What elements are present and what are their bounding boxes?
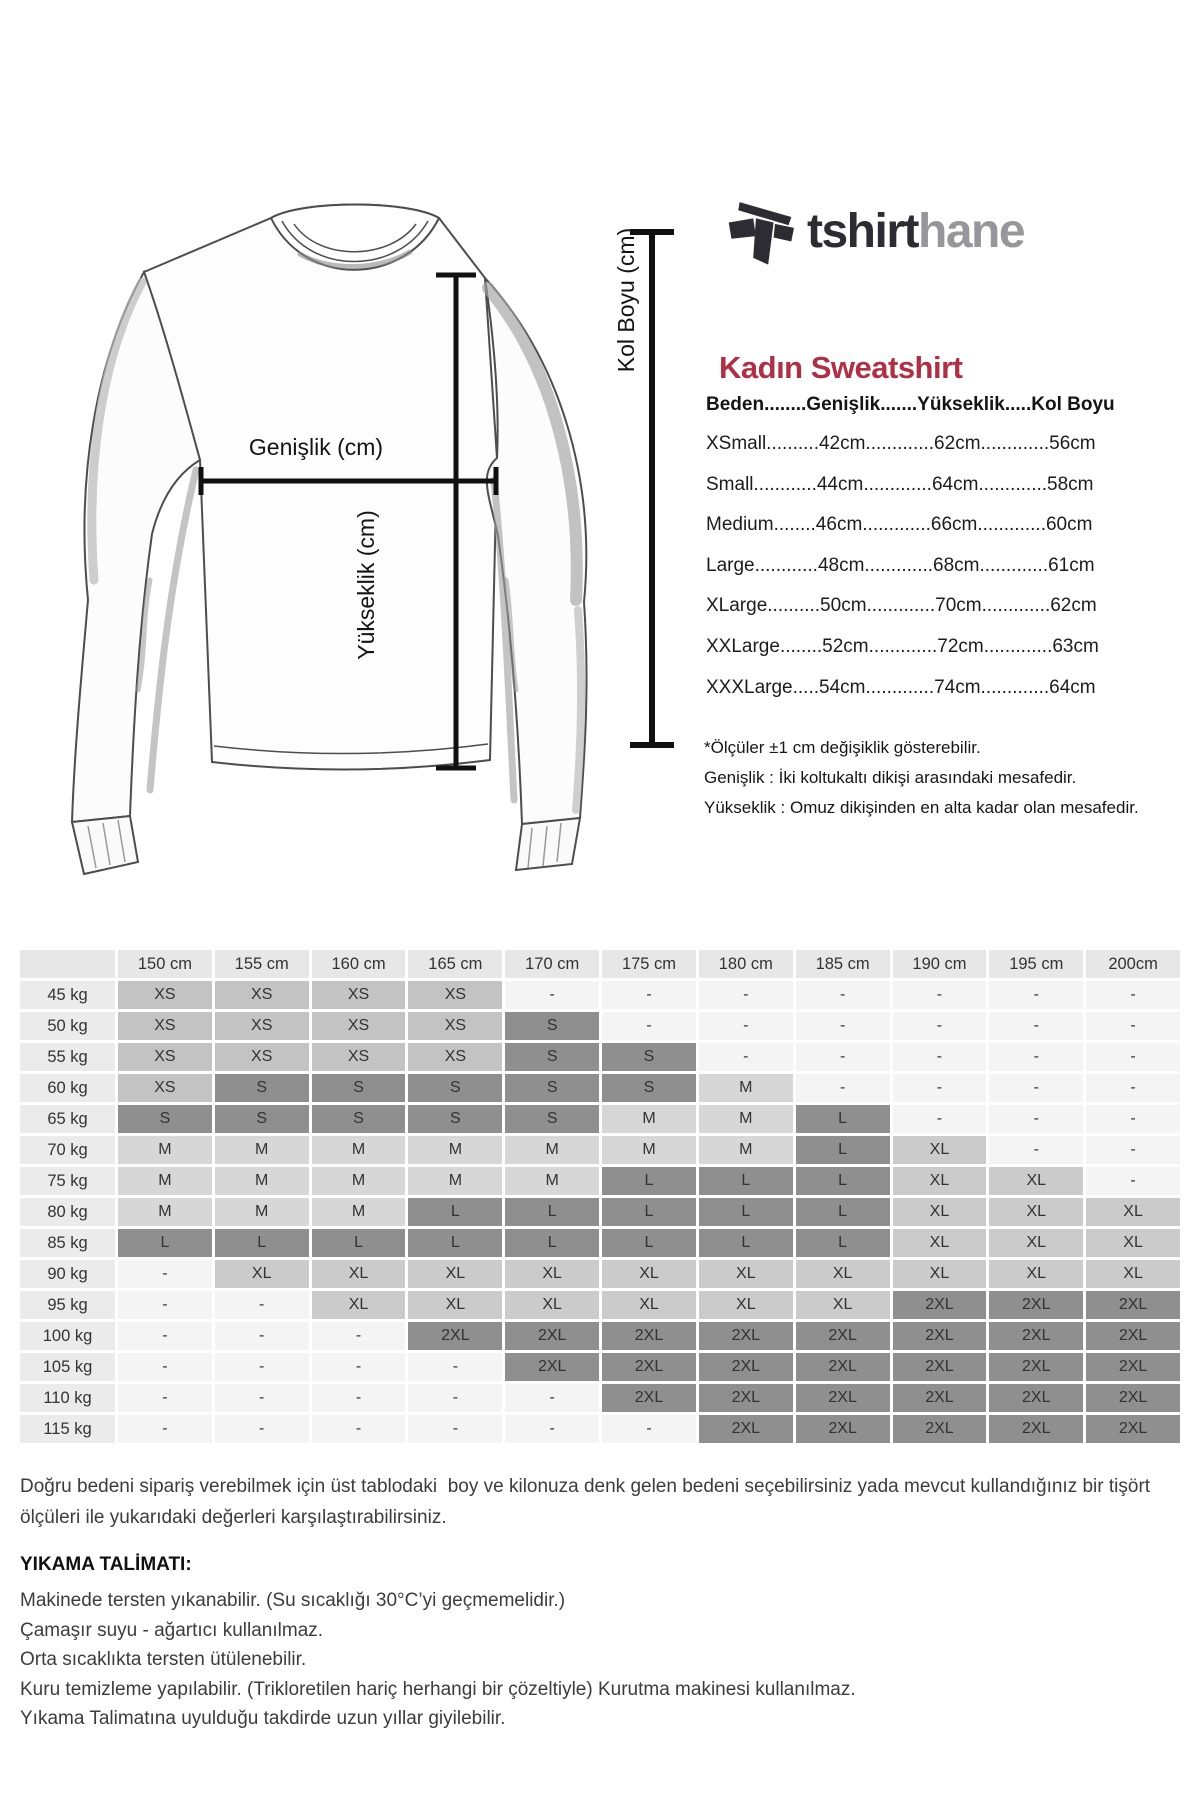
matrix-size-cell: M — [699, 1074, 793, 1102]
matrix-size-cell: - — [989, 1074, 1083, 1102]
matrix-size-cell: - — [602, 981, 696, 1009]
matrix-size-cell: - — [989, 1136, 1083, 1164]
matrix-size-cell: L — [215, 1229, 309, 1257]
width-measure-label: Genişlik (cm) — [248, 434, 384, 460]
matrix-size-cell: 2XL — [893, 1322, 987, 1350]
size-note: *Ölçüler ±1 cm değişiklik gösterebilir. — [704, 738, 981, 757]
matrix-size-cell: M — [505, 1136, 599, 1164]
matrix-size-cell: XL — [1086, 1260, 1180, 1288]
matrix-size-cell: - — [796, 1043, 890, 1071]
size-note: Yükseklik : Omuz dikişinden en alta kadar olan mesafedir. — [704, 798, 1139, 817]
matrix-size-cell: - — [893, 1043, 987, 1071]
matrix-size-cell: - — [1086, 1167, 1180, 1195]
matrix-size-cell: XL — [602, 1291, 696, 1319]
matrix-size-cell: - — [118, 1260, 212, 1288]
matrix-size-cell: M — [118, 1198, 212, 1226]
size-note: Genişlik : İki koltukaltı dikişi arasındaki mesafedir. — [704, 768, 1077, 787]
matrix-size-cell: - — [1086, 981, 1180, 1009]
matrix-size-cell: L — [796, 1198, 890, 1226]
matrix-size-cell: XL — [505, 1260, 599, 1288]
matrix-size-cell: XL — [699, 1291, 793, 1319]
matrix-size-cell: L — [796, 1167, 890, 1195]
matrix-size-cell: - — [602, 1012, 696, 1040]
matrix-weight-label: 90 kg — [20, 1260, 115, 1288]
brand-logo — [726, 188, 1024, 276]
matrix-weight-label: 85 kg — [20, 1229, 115, 1257]
matrix-size-cell: 2XL — [893, 1415, 987, 1443]
matrix-size-cell: S — [505, 1043, 599, 1071]
matrix-size-cell: - — [505, 981, 599, 1009]
matrix-size-cell: XL — [989, 1260, 1083, 1288]
matrix-size-cell: - — [118, 1291, 212, 1319]
matrix-size-cell: 2XL — [796, 1353, 890, 1381]
matrix-size-cell: L — [408, 1198, 502, 1226]
care-instruction: Yıkama Talimatına uyulduğu takdirde uzun yıllar giyilebilir. — [20, 1708, 506, 1730]
matrix-size-cell: - — [699, 981, 793, 1009]
size-list-row: Large............48cm.............68cm.............61cm — [706, 554, 1095, 576]
matrix-size-cell: 2XL — [1086, 1322, 1180, 1350]
matrix-size-cell: L — [408, 1229, 502, 1257]
matrix-size-cell: XL — [602, 1260, 696, 1288]
matrix-size-cell: 2XL — [1086, 1384, 1180, 1412]
matrix-size-cell: XL — [989, 1167, 1083, 1195]
size-list-row: XLarge..........50cm.............70cm.............62cm — [706, 595, 1097, 617]
cuff-rib-lines — [88, 820, 561, 868]
size-list-row: XXXLarge.....54cm.............74cm.............64cm — [706, 676, 1096, 698]
matrix-weight-label: 50 kg — [20, 1012, 115, 1040]
right-cuff — [516, 818, 580, 870]
size-list-row: Small............44cm.............64cm.............58cm — [706, 473, 1094, 495]
matrix-size-cell: - — [118, 1322, 212, 1350]
matrix-size-cell: M — [602, 1105, 696, 1133]
matrix-size-cell: XS — [118, 1043, 212, 1071]
matrix-size-cell: 2XL — [602, 1353, 696, 1381]
matrix-weight-label: 100 kg — [20, 1322, 115, 1350]
matrix-size-cell: XL — [408, 1291, 502, 1319]
brand-name — [807, 205, 1025, 258]
size-list-header: Beden........Genişlik.......Yükseklik.....Kol Boyu — [706, 394, 1115, 415]
matrix-size-cell: XL — [893, 1198, 987, 1226]
matrix-size-cell: L — [602, 1167, 696, 1195]
matrix-size-cell: XL — [408, 1260, 502, 1288]
matrix-height-header: 190 cm — [893, 950, 987, 978]
matrix-size-cell: XL — [989, 1198, 1083, 1226]
matrix-size-cell: XS — [312, 1012, 406, 1040]
matrix-size-cell: - — [215, 1291, 309, 1319]
size-list-row: Medium........46cm.............66cm.............60cm — [706, 514, 1093, 536]
matrix-size-cell: - — [796, 981, 890, 1009]
matrix-size-cell: XL — [989, 1229, 1083, 1257]
matrix-size-cell: 2XL — [989, 1384, 1083, 1412]
matrix-size-cell: S — [408, 1074, 502, 1102]
matrix-size-cell: - — [118, 1384, 212, 1412]
matrix-height-header: 150 cm — [118, 950, 212, 978]
matrix-weight-label: 45 kg — [20, 981, 115, 1009]
matrix-size-cell: - — [118, 1415, 212, 1443]
matrix-size-cell: 2XL — [989, 1353, 1083, 1381]
matrix-size-cell: - — [602, 1415, 696, 1443]
matrix-size-cell: - — [312, 1384, 406, 1412]
matrix-size-cell: 2XL — [893, 1291, 987, 1319]
matrix-size-cell: - — [312, 1415, 406, 1443]
matrix-size-cell: XS — [118, 1012, 212, 1040]
matrix-size-cell: 2XL — [1086, 1415, 1180, 1443]
matrix-size-cell: - — [215, 1415, 309, 1443]
matrix-size-cell: XS — [408, 981, 502, 1009]
matrix-size-cell: - — [505, 1415, 599, 1443]
matrix-size-cell: 2XL — [796, 1322, 890, 1350]
matrix-height-header: 170 cm — [505, 950, 599, 978]
matrix-size-cell: M — [215, 1136, 309, 1164]
matrix-size-cell: L — [796, 1136, 890, 1164]
size-notes — [704, 733, 1139, 823]
matrix-size-cell: M — [408, 1167, 502, 1195]
matrix-size-cell: XS — [118, 981, 212, 1009]
matrix-size-cell: - — [699, 1043, 793, 1071]
matrix-size-cell: 2XL — [989, 1415, 1083, 1443]
matrix-size-cell: XL — [1086, 1229, 1180, 1257]
matrix-size-cell: XL — [505, 1291, 599, 1319]
matrix-size-cell: 2XL — [699, 1415, 793, 1443]
matrix-size-cell: - — [989, 1105, 1083, 1133]
matrix-size-cell: L — [796, 1229, 890, 1257]
matrix-size-cell: - — [893, 981, 987, 1009]
size-list-rows — [706, 424, 1099, 708]
matrix-size-cell: - — [1086, 1043, 1180, 1071]
matrix-size-cell: S — [312, 1074, 406, 1102]
matrix-size-cell: - — [1086, 1136, 1180, 1164]
matrix-height-header: 200cm — [1086, 950, 1180, 978]
matrix-size-cell: M — [505, 1167, 599, 1195]
matrix-size-cell: - — [118, 1353, 212, 1381]
sweatshirt-drawing — [0, 150, 680, 890]
matrix-height-header: 160 cm — [312, 950, 406, 978]
matrix-size-cell: L — [602, 1229, 696, 1257]
matrix-size-cell: M — [118, 1167, 212, 1195]
care-instruction: Çamaşır suyu - ağartıcı kullanılmaz. — [20, 1619, 324, 1641]
matrix-size-cell: - — [408, 1415, 502, 1443]
matrix-size-cell: M — [699, 1136, 793, 1164]
matrix-size-cell: - — [893, 1012, 987, 1040]
matrix-size-cell: 2XL — [989, 1291, 1083, 1319]
height-measure-label: Yükseklik (cm) — [353, 510, 379, 660]
matrix-size-cell: L — [505, 1198, 599, 1226]
matrix-size-cell: - — [1086, 1105, 1180, 1133]
matrix-size-cell: 2XL — [602, 1384, 696, 1412]
product-title: Kadın Sweatshirt — [719, 350, 963, 385]
matrix-size-cell: S — [312, 1105, 406, 1133]
matrix-size-cell: L — [699, 1167, 793, 1195]
matrix-size-cell: S — [215, 1105, 309, 1133]
matrix-weight-label: 105 kg — [20, 1353, 115, 1381]
matrix-height-header: 155 cm — [215, 950, 309, 978]
matrix-size-cell: - — [989, 1043, 1083, 1071]
matrix-size-cell: 2XL — [796, 1415, 890, 1443]
matrix-size-cell: 2XL — [699, 1353, 793, 1381]
matrix-size-cell: M — [215, 1167, 309, 1195]
sweatshirt-diagram — [0, 150, 680, 890]
matrix-size-cell: XL — [699, 1260, 793, 1288]
matrix-size-cell: - — [1086, 1074, 1180, 1102]
care-instructions-list — [20, 1586, 856, 1734]
matrix-weight-label: 70 kg — [20, 1136, 115, 1164]
sweatshirt-body — [144, 205, 497, 770]
matrix-size-cell: XS — [215, 1043, 309, 1071]
matrix-height-header: 175 cm — [602, 950, 696, 978]
matrix-size-cell: 2XL — [505, 1353, 599, 1381]
brand-name-light: hane — [918, 205, 1025, 258]
matrix-size-cell: XL — [893, 1136, 987, 1164]
matrix-size-cell: M — [699, 1105, 793, 1133]
matrix-size-cell: 2XL — [505, 1322, 599, 1350]
size-list-row: XSmall..........42cm.............62cm.............56cm — [706, 433, 1096, 454]
matrix-size-cell: XL — [215, 1260, 309, 1288]
matrix-size-cell: 2XL — [699, 1322, 793, 1350]
matrix-size-cell: 2XL — [893, 1384, 987, 1412]
matrix-size-cell: L — [796, 1105, 890, 1133]
matrix-height-header: 185 cm — [796, 950, 890, 978]
matrix-weight-label: 55 kg — [20, 1043, 115, 1071]
matrix-size-cell: XL — [796, 1291, 890, 1319]
matrix-size-cell: 2XL — [699, 1384, 793, 1412]
matrix-size-cell: - — [699, 1012, 793, 1040]
matrix-size-cell: - — [796, 1074, 890, 1102]
matrix-size-cell: 2XL — [796, 1384, 890, 1412]
matrix-size-cell: S — [602, 1074, 696, 1102]
matrix-size-cell: L — [602, 1198, 696, 1226]
matrix-size-cell: M — [312, 1136, 406, 1164]
matrix-size-cell: L — [505, 1229, 599, 1257]
matrix-size-cell: - — [408, 1384, 502, 1412]
matrix-size-cell: XS — [408, 1043, 502, 1071]
matrix-height-header: 180 cm — [699, 950, 793, 978]
matrix-height-header: 165 cm — [408, 950, 502, 978]
matrix-size-cell: - — [312, 1353, 406, 1381]
matrix-weight-label: 110 kg — [20, 1384, 115, 1412]
matrix-size-cell: - — [893, 1105, 987, 1133]
matrix-size-cell: - — [989, 1012, 1083, 1040]
matrix-size-cell: - — [989, 981, 1083, 1009]
matrix-size-cell: S — [505, 1105, 599, 1133]
size-matrix-table — [20, 950, 1180, 1443]
matrix-size-cell: M — [118, 1136, 212, 1164]
matrix-size-cell: - — [312, 1322, 406, 1350]
matrix-size-cell: 2XL — [1086, 1291, 1180, 1319]
matrix-size-cell: XS — [215, 981, 309, 1009]
matrix-size-cell: - — [215, 1322, 309, 1350]
matrix-size-cell: L — [118, 1229, 212, 1257]
matrix-size-cell: XL — [893, 1260, 987, 1288]
matrix-size-cell: L — [312, 1229, 406, 1257]
matrix-size-cell: XL — [1086, 1198, 1180, 1226]
matrix-size-cell: - — [408, 1353, 502, 1381]
matrix-weight-label: 80 kg — [20, 1198, 115, 1226]
matrix-size-cell: - — [893, 1074, 987, 1102]
matrix-size-cell: - — [796, 1012, 890, 1040]
matrix-size-cell: S — [118, 1105, 212, 1133]
matrix-size-cell: 2XL — [602, 1322, 696, 1350]
matrix-size-cell: XS — [408, 1012, 502, 1040]
matrix-size-cell: S — [408, 1105, 502, 1133]
matrix-size-cell: S — [505, 1012, 599, 1040]
size-list-row: XXLarge........52cm.............72cm.............63cm — [706, 635, 1099, 657]
care-instruction: Makinede tersten yıkanabilir. (Su sıcaklığı 30°C’yi geçmemelidir.) — [20, 1590, 566, 1611]
matrix-size-cell: XS — [312, 981, 406, 1009]
matrix-size-cell: XL — [312, 1291, 406, 1319]
matrix-size-cell: M — [215, 1198, 309, 1226]
matrix-size-cell: M — [602, 1136, 696, 1164]
matrix-size-cell: - — [215, 1384, 309, 1412]
care-instruction: Kuru temizleme yapılabilir. (Trikloretilen hariç herhangi bir çözeltiyle) Kurutma makinesi kullanılmaz. — [20, 1678, 856, 1700]
care-instruction: Orta sıcaklıkta tersten ütülenebilir. — [20, 1649, 307, 1671]
matrix-size-cell: XL — [893, 1167, 987, 1195]
matrix-size-cell: M — [312, 1167, 406, 1195]
matrix-size-cell: L — [699, 1198, 793, 1226]
matrix-size-cell: XS — [118, 1074, 212, 1102]
matrix-size-cell: XL — [893, 1229, 987, 1257]
matrix-size-cell: XS — [215, 1012, 309, 1040]
matrix-size-cell: - — [505, 1384, 599, 1412]
matrix-weight-label: 65 kg — [20, 1105, 115, 1133]
tshirthane-logo-icon — [726, 194, 794, 270]
matrix-weight-label: 60 kg — [20, 1074, 115, 1102]
matrix-size-cell: M — [408, 1136, 502, 1164]
matrix-size-cell: S — [505, 1074, 599, 1102]
sleeve-measure-label: Kol Boyu (cm) — [613, 227, 639, 373]
left-cuff — [72, 816, 138, 874]
matrix-weight-label: 115 kg — [20, 1415, 115, 1443]
matrix-size-cell: - — [1086, 1012, 1180, 1040]
matrix-size-cell: - — [215, 1353, 309, 1381]
sizing-help-text: Doğru bedeni sipariş verebilmek için üst tablodaki boy ve kilonuza denk gelen bedeni seçebilirsiniz yada mevcut kullandığınız bir tişört ölçüleri ile yukarıdaki değerleri karşılaştırabilirsiniz. — [20, 1476, 1156, 1528]
matrix-size-cell: S — [215, 1074, 309, 1102]
matrix-size-cell: M — [312, 1198, 406, 1226]
matrix-size-cell: XL — [796, 1260, 890, 1288]
brand-name-dark: tshirt — [807, 205, 918, 258]
matrix-corner-cell — [20, 950, 115, 978]
care-instructions-title: YIKAMA TALİMATI: — [20, 1554, 192, 1575]
matrix-size-cell: XL — [312, 1260, 406, 1288]
matrix-size-cell: S — [602, 1043, 696, 1071]
matrix-height-header: 195 cm — [989, 950, 1083, 978]
matrix-size-cell: 2XL — [989, 1322, 1083, 1350]
matrix-size-cell: XS — [312, 1043, 406, 1071]
matrix-weight-label: 75 kg — [20, 1167, 115, 1195]
matrix-size-cell: L — [699, 1229, 793, 1257]
matrix-size-cell: 2XL — [893, 1353, 987, 1381]
matrix-size-cell: 2XL — [1086, 1353, 1180, 1381]
matrix-size-cell: 2XL — [408, 1322, 502, 1350]
matrix-weight-label: 95 kg — [20, 1291, 115, 1319]
